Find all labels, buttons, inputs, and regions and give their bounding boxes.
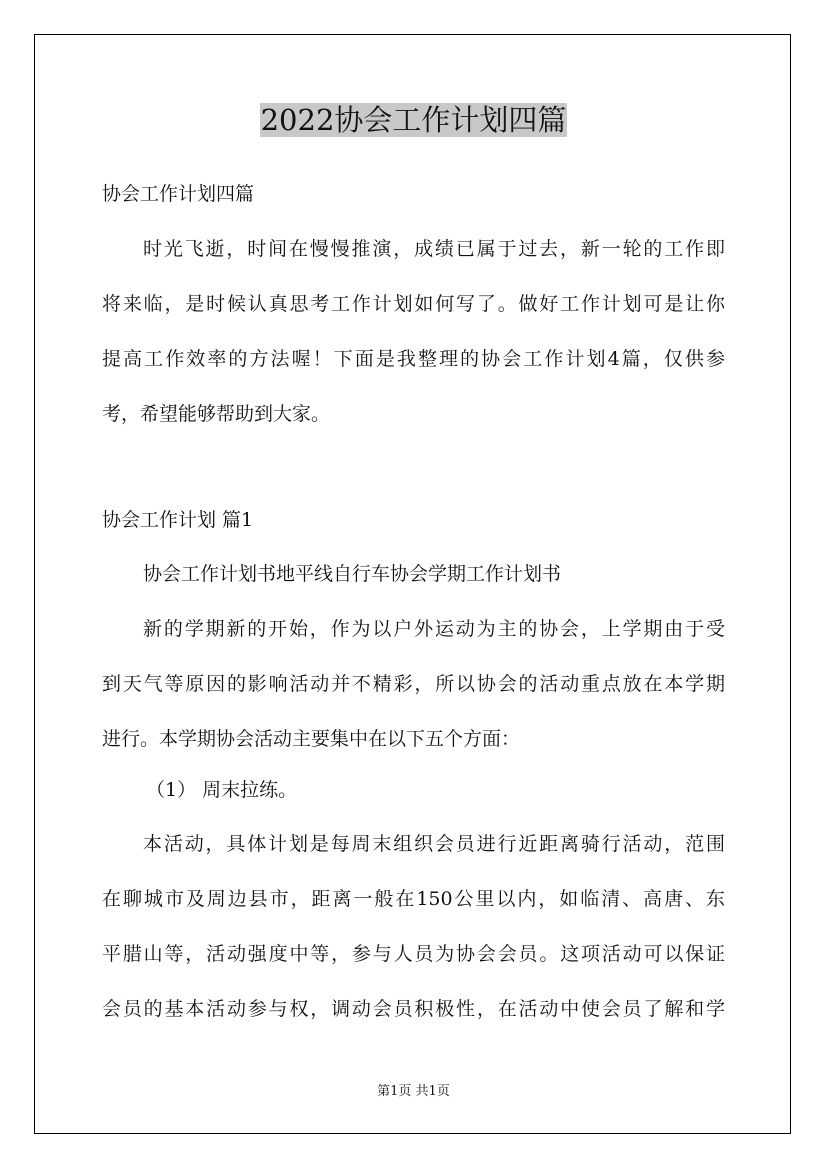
intro-line: 将来临，是时候认真思考工作计划如何写了。做好工作计划可是让你	[102, 293, 725, 315]
plan-title: 协会工作计划书地平线自行车协会学期工作计划书	[143, 563, 562, 585]
paragraph-line: 会员的基本活动参与权，调动会员积极性，在活动中使会员了解和学	[102, 998, 725, 1020]
page-number-footer: 第1页 共1页	[377, 1084, 450, 1099]
paragraph-line: 到天气等原因的影响活动并不精彩，所以协会的活动重点放在本学期	[102, 673, 725, 695]
intro-line: 提高工作效率的方法喔！下面是我整理的协会工作计划4篇，仅供参	[102, 348, 725, 370]
paragraph-line: 平腊山等，活动强度中等，参与人员为协会会员。这项活动可以保证	[102, 943, 725, 965]
document-title	[0, 100, 827, 140]
intro-line: 考，希望能够帮助到大家。	[102, 403, 331, 425]
intro-line: 时光飞逝，时间在慢慢推演，成绩已属于过去，新一轮的工作即	[143, 238, 725, 260]
paragraph-line: 新的学期新的开始，作为以户外运动为主的协会，上学期由于受	[143, 618, 725, 640]
paragraph-line: 进行。本学期协会活动主要集中在以下五个方面：	[102, 728, 521, 750]
document-subtitle: 协会工作计划四篇	[102, 183, 255, 205]
paragraph-line: 本活动，具体计划是每周末组织会员进行近距离骑行活动，范围	[143, 833, 725, 855]
section-heading: 协会工作计划 篇1	[102, 509, 254, 531]
paragraph-line: 在聊城市及周边县市，距离一般在150公里以内，如临清、高唐、东	[102, 888, 725, 910]
document-title-text: 2022协会工作计划四篇	[260, 103, 567, 137]
list-item: （1） 周末拉练。	[146, 779, 298, 801]
